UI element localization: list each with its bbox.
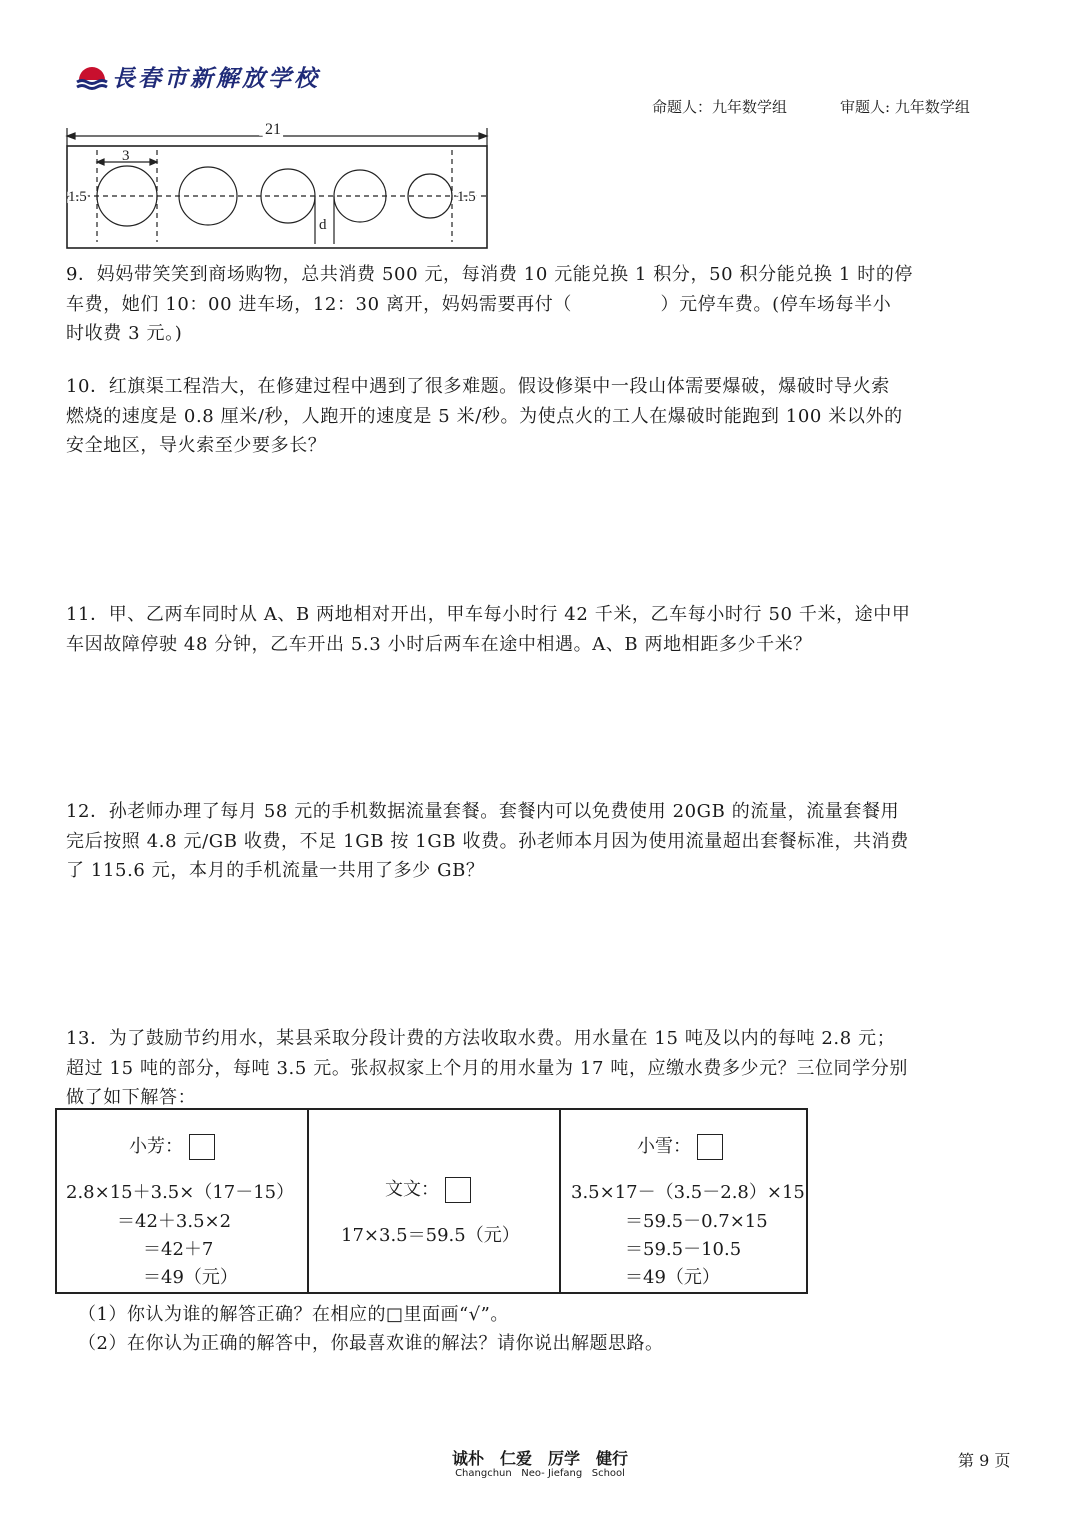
solution-wenwen [307,1110,559,1292]
xiaoxue-step: 3.5×17－（3.5－2.8）×15 [571,1182,805,1203]
question-10-line: 10．红旗渠工程浩大，在修建过程中遇到了很多难题。假设修渠中一段山体需要爆破，爆破时导火索 [66,376,890,397]
reviewer-label: 审题人: 九年数学组 [840,98,970,116]
question-9-line: 9．妈妈带笑笑到商场购物，总共消费 500 元，每消费 10 元能兑换 1 积分，50 积分能兑换 1 时的停 [66,264,914,285]
question-12-line: 12．孙老师办理了每月 58 元的手机数据流量套餐。套餐内可以免费使用 20GB 的流量，流量套餐用 [66,801,900,822]
school-logo-icon [76,60,108,92]
question-13-line: 做了如下解答： [66,1087,197,1108]
question-11 [66,600,1016,659]
xiaoxue-checkbox[interactable] [697,1134,723,1160]
xiaofang-step: ＝42＋7 [143,1239,214,1260]
xiaoxue-step: ＝49（元） [625,1267,720,1288]
sub-question-1: （1）你认为谁的解答正确？在相应的□里面画“√”。 [78,1304,509,1325]
xiaofang-step: 2.8×15＋3.5×（17－15） [66,1182,295,1203]
question-13 [66,1024,1016,1113]
solution-xiaofang [57,1110,307,1292]
proposer-label: 命题人：九年数学组 [652,98,788,116]
footer-motto [0,1446,1080,1469]
gap-label: d [319,217,327,233]
question-12 [66,797,1016,886]
xiaofang-step: ＝42＋3.5×2 [117,1211,232,1232]
question-11-line: 11．甲、乙两车同时从 A、B 两地相对开出，甲车每小时行 42 千米，乙车每小时行 50 千米，途中甲 [66,604,911,625]
question-10-line: 燃烧的速度是 0.8 厘米/秒，人跑开的速度是 5 米/秒。为使点火的工人在爆破时能跑到 100 米以外的 [66,405,903,427]
question-9-line: 车费，她们 10：00 进车场，12：30 离开，妈妈需要再付（ ）元停车费。(停车场每半小 [66,293,892,315]
question-11-line: 车因故障停驶 48 分钟，乙车开出 5.3 小时后两车在途中相遇。A、B 两地相距多少千米？ [66,633,812,655]
school-name: 長春市新解放学校 [112,65,320,92]
question-12-line: 了 115.6 元，本月的手机流量一共用了多少 GB？ [66,860,485,881]
wenwen-checkbox[interactable] [445,1177,471,1203]
question-10 [66,372,1016,461]
page-number: 第 9 页 [958,1451,1011,1470]
motto-word: 健行 [596,1449,629,1468]
question-13-line: 超过 15 吨的部分，每吨 3.5 元。张叔叔家上个月的用水量为 17 吨，应缴水费多少元？三位同学分别 [66,1057,908,1079]
xiaoxue-step: ＝59.5－0.7×15 [625,1211,768,1232]
total-width-label: 21 [265,122,281,138]
question-13-line: 13．为了鼓励节约用水，某县采取分段计费的方法收取水费。用水量在 15 吨及以内的每吨 2.8 元； [66,1028,896,1049]
left-margin-label: 1.5 [68,189,87,205]
sub-question-2: （2）在你认为正确的解答中，你最喜欢谁的解法？请你说出解题思路。 [78,1333,664,1354]
question-9-line: 时收费 3 元。) [66,323,183,344]
wenwen-step: 17×3.5＝59.5（元） [341,1225,520,1246]
xiaoxue-name: 小雪： [637,1136,691,1157]
xiaoxue-step: ＝59.5－10.5 [625,1239,742,1260]
solutions-table [55,1108,808,1294]
motto-word: 诚朴 [451,1449,484,1468]
question-12-line: 完后按照 4.8 元/GB 收费，不足 1GB 按 1GB 收费。孙老师本月因为使用流量超出套餐标准，共消费 [66,830,909,852]
solution-xiaoxue [559,1110,806,1292]
diameter-label: 3 [122,148,130,164]
wenwen-name: 文文： [385,1179,439,1200]
xiaofang-checkbox[interactable] [189,1134,215,1160]
question-10-line: 安全地区，导火索至少要多长？ [66,435,327,456]
diagram-frame [67,146,487,248]
motto-word: 仁爱 [499,1449,532,1468]
question-9 [66,260,1016,349]
right-margin-label: 1.5 [457,189,476,205]
circles-diagram [60,122,500,254]
xiaofang-step: ＝49（元） [143,1267,238,1288]
footer-school-en: Changchun Neo- Jiefang School [455,1468,625,1479]
motto-word: 厉学 [548,1449,581,1468]
xiaofang-name: 小芳： [129,1136,183,1157]
